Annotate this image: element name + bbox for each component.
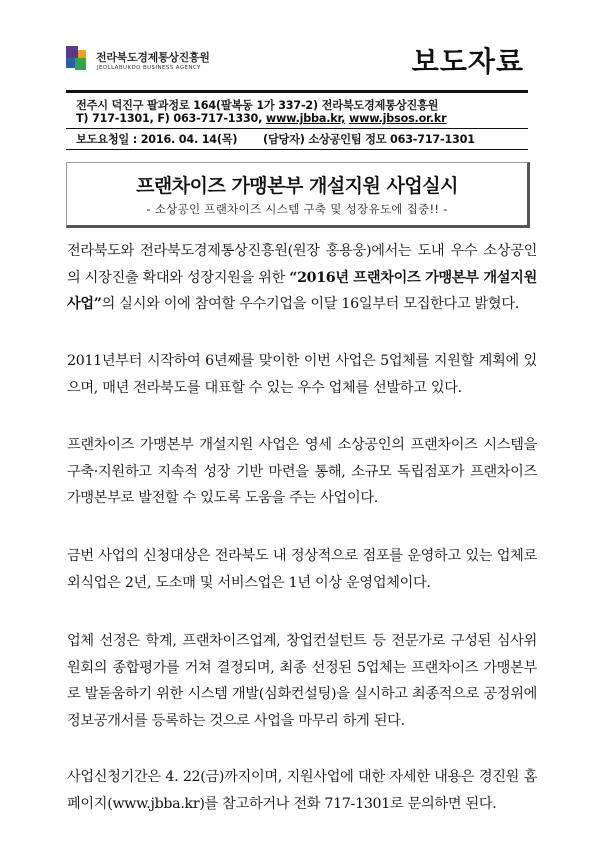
- request-contact-line: [76, 131, 475, 147]
- address-line: 전주시 덕진구 팔과정로 164(팔복동 1가 337-2) 전라북도경제통상진흥원: [76, 99, 439, 112]
- p1-text-c: 의 실시와 이에 참여할 우수기업을 이달 16일부터 모집한다고 밝혔다.: [101, 296, 519, 312]
- fax-number: F) 063-717-1330,: [157, 112, 263, 125]
- headline: 프랜차이즈 가맹본부 개설지원 사업실시: [136, 175, 458, 197]
- body-paragraph-1: [67, 238, 537, 318]
- agency-logo-icon: [66, 46, 90, 72]
- contact-info-box: [66, 90, 528, 150]
- request-date: 2016. 04. 14(목): [140, 133, 238, 146]
- request-date-label: 보도요청일 :: [76, 133, 138, 146]
- org-name: 전라북도경제통상진흥원: [96, 51, 210, 64]
- contact-person: 소상공인팀 정모: [308, 133, 387, 146]
- subheadline: - 소상공인 프랜차이즈 시스템 구축 및 성장유도에 집중!! -: [146, 202, 448, 216]
- body-paragraph-5: 업체 선정은 학계, 프랜차이즈업계, 창업컨설턴트 등 전문가로 구성된 심사위원회의 종합평가를 거쳐 결정되며, 최종 선정된 5업체는 프랜차이즈 가맹본부로 발돋움하기 위한 시스템 개발(심화컨설팅)을 실시하고 최종적으로 공정위에 정보공개서를 등록하는 것으로 사업을 마무리 하게 된다.: [67, 633, 537, 729]
- contact-phone: 063-717-1301: [390, 133, 475, 146]
- p1-text-a: 전라북도와 전라북도경제통상진흥원(원장 홍용웅)에서는 도내 우수 소상공인의 시장진출 확대와 성장지원을 위한: [67, 243, 537, 286]
- org-name-en: JEOLLABUKDO BUSINESS AGENCY: [97, 65, 201, 71]
- website-link-jbsos[interactable]: www.jbsos.or.kr: [348, 112, 447, 125]
- tel-number: T) 717-1301,: [76, 112, 154, 125]
- program-name: “2016년 프랜차이즈 가맹본부 개설지원 사업”: [67, 269, 537, 312]
- headline-box: [66, 162, 530, 228]
- agency-logo: [66, 44, 226, 80]
- document-type-title: 보도자료: [411, 45, 524, 78]
- contact-label: (담당자): [263, 133, 305, 146]
- body-paragraph-6: 사업신청기간은 4. 22(금)까지이며, 지원사업에 대한 자세한 내용은 경진원 홈페이지(www.jbba.kr)를 참고하거나 전화 717-1301로 문의하면 된다.: [67, 769, 537, 812]
- body-paragraph-4: 금번 사업의 신청대상은 전라북도 내 정상적으로 점포를 운영하고 있는 업체로 외식업은 2년, 도소매 및 서비스업은 1년 이상 운영업체이다.: [67, 548, 537, 591]
- info-divider: [66, 128, 528, 129]
- website-link-jbba[interactable]: www.jbba.kr,: [265, 112, 346, 125]
- phone-web-line: [76, 112, 446, 125]
- body-paragraph-3: 프랜차이즈 가맹본부 개설지원 사업은 영세 소상공인의 프랜차이즈 시스템을 구축·지원하고 지속적 성장 기반 마련을 통해, 소규모 독립점포가 프랜차이즈 가맹본부로 발전할 수 있도록 도움을 주는 사업이다.: [67, 437, 537, 506]
- body-paragraph-2: 2011년부터 시작하여 6년째를 맞이한 이번 사업은 5업체를 지원할 계획에 있으며, 매년 전라북도를 대표할 수 있는 우수 업체를 선발하고 있다.: [67, 353, 537, 396]
